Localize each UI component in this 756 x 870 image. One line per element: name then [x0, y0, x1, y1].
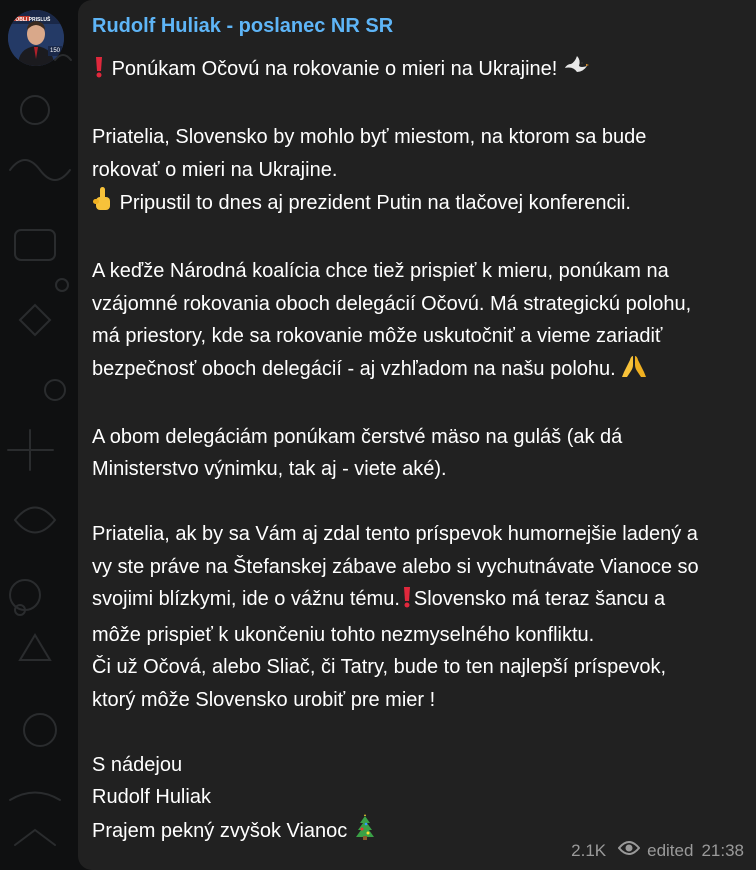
praying-hands-icon	[621, 354, 647, 389]
avatar-caption: VOBLI PRISLUŠ	[12, 17, 51, 23]
message-line: má priestory, kde sa rokovanie môže uskutočniť a vieme zariadiť	[92, 325, 663, 347]
eye-icon	[618, 840, 640, 861]
message-line: Ponúkam Očovú na rokovanie o mieri na Ukrajine!	[92, 53, 752, 89]
exclamation-mark-icon	[400, 586, 414, 619]
message-line: môže prispieť k ukončeniu tohto nezmyselného konfliktu.	[92, 623, 595, 646]
message-line: vzájomné rokovania oboch delegácií Očovú. Má strategickú polohu,	[92, 292, 692, 315]
message-line: Priatelia, ak by sa Vám aj zdal tento príspevok humornejšie ladený a	[92, 523, 698, 545]
christmas-tree-icon	[353, 814, 377, 851]
view-count: 2.1K	[571, 840, 607, 860]
message-time: 21:38	[701, 840, 744, 860]
edited-label: edited	[647, 840, 694, 860]
sender-name[interactable]: Rudolf Huliak - poslanec NR SR	[92, 15, 394, 37]
message-line: Pripustil to dnes aj prezident Putin na tlačovej konferencii.	[92, 186, 752, 223]
pointing-up-hand-icon	[92, 186, 114, 223]
message-line: Či už Očová, alebo Sliač, či Tatry, bude to ten najlepší príspevok,	[92, 656, 667, 678]
message-line: Priatelia, Slovensko by mohlo byť miestom, na ktorom sa bude	[92, 126, 647, 148]
message-line: S nádejou	[92, 753, 183, 776]
message-line: vy ste práve na Štefanskej zábave alebo si vychutnávate Vianoce so	[92, 555, 699, 578]
message-line: Ministerstvo výnimku, tak aj - viete aké).	[92, 458, 447, 480]
message-line: bezpečnosť oboch delegácií - aj vzhľadom na našu polohu.	[92, 353, 752, 389]
message-line: Rudolf Huliak	[92, 786, 211, 808]
avatar-number: 150	[50, 48, 61, 54]
message-text	[92, 53, 752, 850]
message-line: svojimi blízkymi, ide o vážnu tému. Slovensko má teraz šancu a	[92, 583, 752, 619]
message-meta	[571, 840, 744, 861]
message-line: A obom delegáciám ponúkam čerstvé mäso na guláš (ak dá	[92, 425, 623, 448]
message-line: A keďže Národná koalícia chce tiež prispieť k mieru, ponúkam na	[92, 260, 669, 282]
dove-icon	[563, 54, 589, 89]
message-line: Prajem pekný zvyšok Vianoc	[92, 814, 752, 851]
avatar[interactable]	[8, 10, 64, 66]
message-line: ktorý môže Slovensko urobiť pre mier !	[92, 688, 436, 711]
exclamation-mark-icon	[92, 56, 106, 89]
message-line: rokovať o mieri na Ukrajine.	[92, 158, 338, 181]
